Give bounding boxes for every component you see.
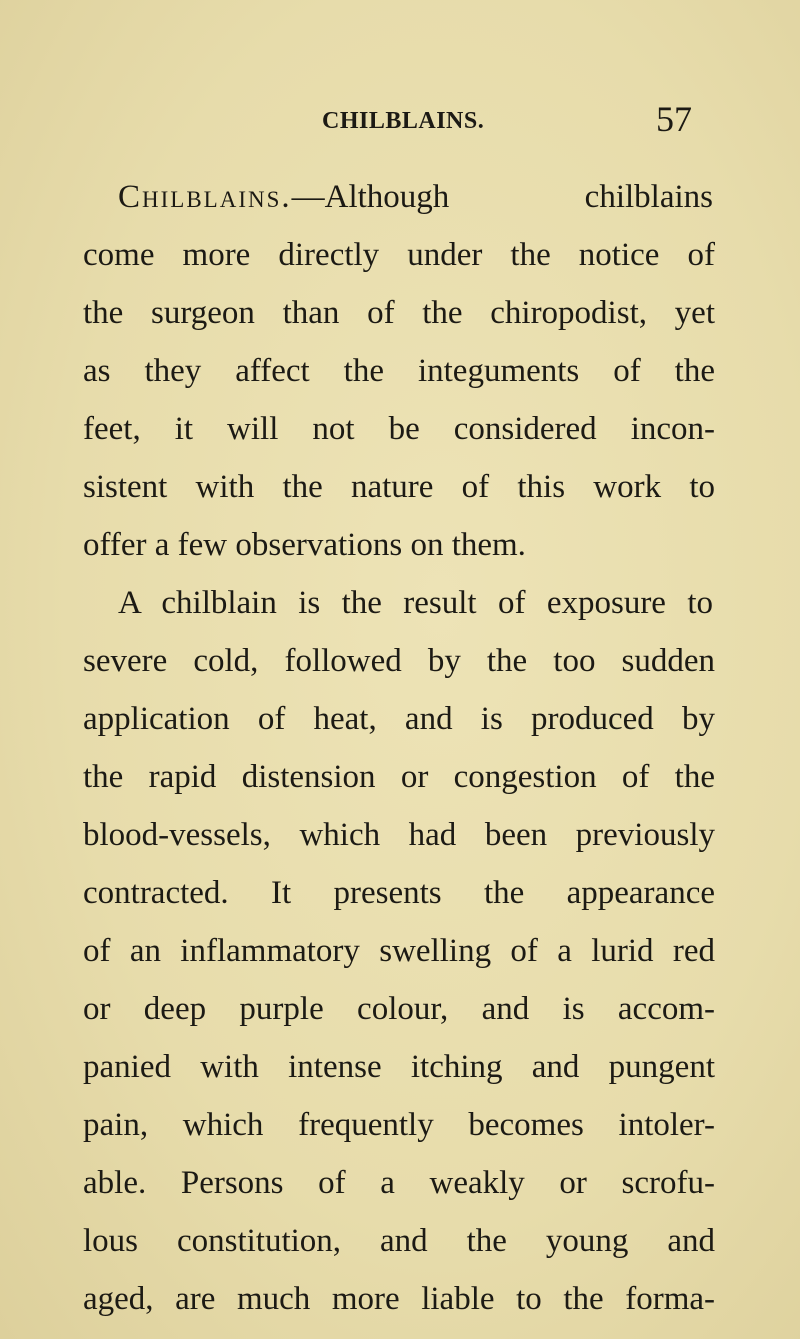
text-line: feet, it will not be considered incon-	[83, 411, 715, 447]
text-line: of an inflammatory swelling of a lurid red	[83, 933, 715, 969]
text-line: come more directly under the notice of	[83, 237, 715, 273]
text-line: aged, are much more liable to the forma-	[83, 1281, 715, 1317]
paragraph-start-line: A chilblain is the result of exposure to	[118, 585, 713, 621]
text-line: pain, which frequently becomes intoler-	[83, 1107, 715, 1143]
text-line-1	[118, 177, 713, 217]
text-line: able. Persons of a weakly or scrofu-	[83, 1165, 715, 1201]
section-heading: Chilblains.	[118, 179, 292, 215]
text-line: the rapid distension or congestion of the	[83, 759, 715, 795]
text-line: as they affect the integuments of the	[83, 353, 715, 389]
text-line: panied with intense itching and pungent	[83, 1049, 715, 1085]
text-line: sistent with the nature of this work to	[83, 469, 715, 505]
text-line: severe cold, followed by the too sudden	[83, 643, 715, 679]
running-title: CHILBLAINS.	[322, 108, 485, 134]
page-number: 57	[656, 99, 692, 139]
text-line: offer a few observations on them.	[83, 527, 526, 563]
text-line: the surgeon than of the chiropodist, yet	[83, 295, 715, 331]
text-line: application of heat, and is produced by	[83, 701, 715, 737]
text-line: or deep purple colour, and is accom-	[83, 991, 715, 1027]
text-line: contracted. It presents the appearance	[83, 875, 715, 911]
text-line-1-rest: —Although chilblains	[291, 179, 713, 215]
text-line: lous constitution, and the young and	[83, 1223, 715, 1259]
text-line: blood-vessels, which had been previously	[83, 817, 715, 853]
